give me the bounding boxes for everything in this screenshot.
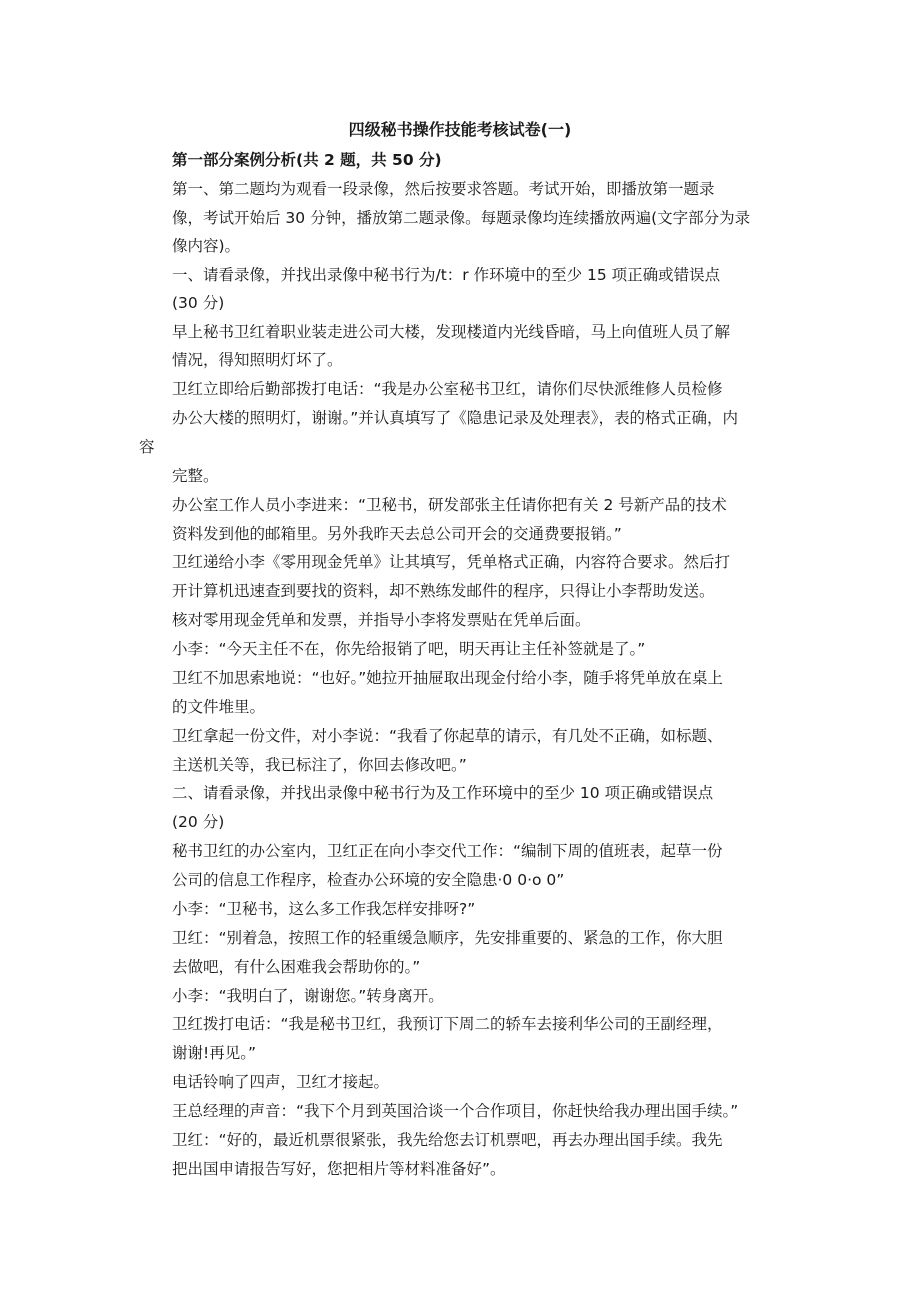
paragraph-line: 电话铃响了四声，卫红才接起。 bbox=[172, 1073, 390, 1091]
paragraph-line: 像内容)。 bbox=[172, 237, 241, 255]
paragraph-line: 情况，得知照明灯坏了。 bbox=[172, 351, 343, 369]
paragraph-line: 小李：“今天主任不在，你先给报销了吧，明天再让主任补签就是了。” bbox=[172, 640, 646, 658]
paragraph-line: 去做吧，有什么困难我会帮助你的。” bbox=[172, 958, 421, 976]
paragraph-line: 第一、第二题均为观看一段录像，然后按要求答题。考试开始，即播放第一题录 bbox=[172, 180, 715, 198]
paragraph-line: 谢谢!再见。” bbox=[172, 1044, 256, 1062]
paragraph-line: 卫红递给小李《零用现金凭单》让其填写，凭单格式正确，内容符合要求。然后打 bbox=[172, 553, 731, 571]
document-title: 四级秘书操作技能考核试卷(一) bbox=[348, 120, 572, 139]
paragraph-line: 卫红拨打电话：“我是秘书卫红，我预订下周二的轿车去接利华公司的王副经理， bbox=[172, 1015, 723, 1033]
paragraph-line: 把出国申请报告写好，您把相片等材料准备好”。 bbox=[172, 1160, 506, 1178]
paragraph-line: 秘书卫红的办公室内，卫红正在向小李交代工作：“编制下周的值班表，起草一份 bbox=[172, 842, 723, 860]
paragraph-line: 的文件堆里。 bbox=[172, 698, 266, 716]
paragraph-line: 卫红拿起一份文件，对小李说：“我看了你起草的请示，有几处不正确，如标题、 bbox=[172, 727, 723, 745]
paragraph-line: 完整。 bbox=[172, 467, 219, 485]
paragraph-line: 容 bbox=[139, 438, 155, 456]
paragraph-line: 核对零用现金凭单和发票，并指导小李将发票贴在凭单后面。 bbox=[172, 611, 591, 629]
paragraph-line: 二、请看录像，并找出录像中秘书行为及工作环境中的至少 10 项正确或错误点 bbox=[172, 784, 714, 802]
paragraph-line: 卫红：“好的，最近机票很紧张，我先给您去订机票吧，再去办理出国手续。我先 bbox=[172, 1131, 723, 1149]
paragraph-line: 办公大楼的照明灯，谢谢。”并认真填写了《隐患记录及处理表》，表的格式正确，内 bbox=[172, 409, 739, 427]
paragraph-line: 卫红不加思索地说：“也好。”她拉开抽屉取出现金付给小李，随手将凭单放在桌上 bbox=[172, 669, 723, 687]
paragraph-line: 公司的信息工作程序，检查办公环境的安全隐患·0 0·o 0” bbox=[172, 871, 565, 889]
paragraph-line: 开计算机迅速查到要找的资料，却不熟练发邮件的程序，只得让小李帮助发送。 bbox=[172, 582, 715, 600]
paragraph-line: (20 分) bbox=[172, 813, 225, 831]
paragraph-line: 早上秘书卫红着职业装走进公司大楼，发现楼道内光线昏暗，马上向值班人员了解 bbox=[172, 323, 731, 341]
paragraph-line: 小李：“我明白了，谢谢您。”转身离开。 bbox=[172, 987, 444, 1005]
paragraph-line: 卫红立即给后勤部拨打电话：“我是办公室秘书卫红，请你们尽快派维修人员检修 bbox=[172, 380, 723, 398]
paragraph-line: 一、请看录像，并找出录像中秘书行为/t：r 作环境中的至少 15 项正确或错误点 bbox=[172, 266, 721, 284]
paragraph-line: (30 分) bbox=[172, 294, 225, 312]
paragraph-line: 小李：“卫秘书，这么多工作我怎样安排呀?” bbox=[172, 900, 476, 918]
paragraph-line: 资料发到他的邮箱里。另外我昨天去总公司开会的交通费要报销。” bbox=[172, 525, 622, 543]
paragraph-line: 卫红：“别着急，按照工作的轻重缓急顺序，先安排重要的、紧急的工作，你大胆 bbox=[172, 929, 723, 947]
paragraph-line: 办公室工作人员小李进来：“卫秘书，研发部张主任请你把有关 2 号新产品的技术 bbox=[172, 496, 727, 514]
paragraph-line: 主送机关等，我已标注了，你回去修改吧。” bbox=[172, 756, 467, 774]
paragraph-line: 王总经理的声音：“我下个月到英国洽谈一个合作项目，你赶快给我办理出国手续。” bbox=[172, 1102, 739, 1120]
section-heading: 第一部分案例分析(共 2 题，共 50 分) bbox=[172, 151, 442, 169]
paragraph-line: 像，考试开始后 30 分钟，播放第二题录像。每题录像均连续播放两遍(文字部分为录 bbox=[172, 209, 751, 227]
